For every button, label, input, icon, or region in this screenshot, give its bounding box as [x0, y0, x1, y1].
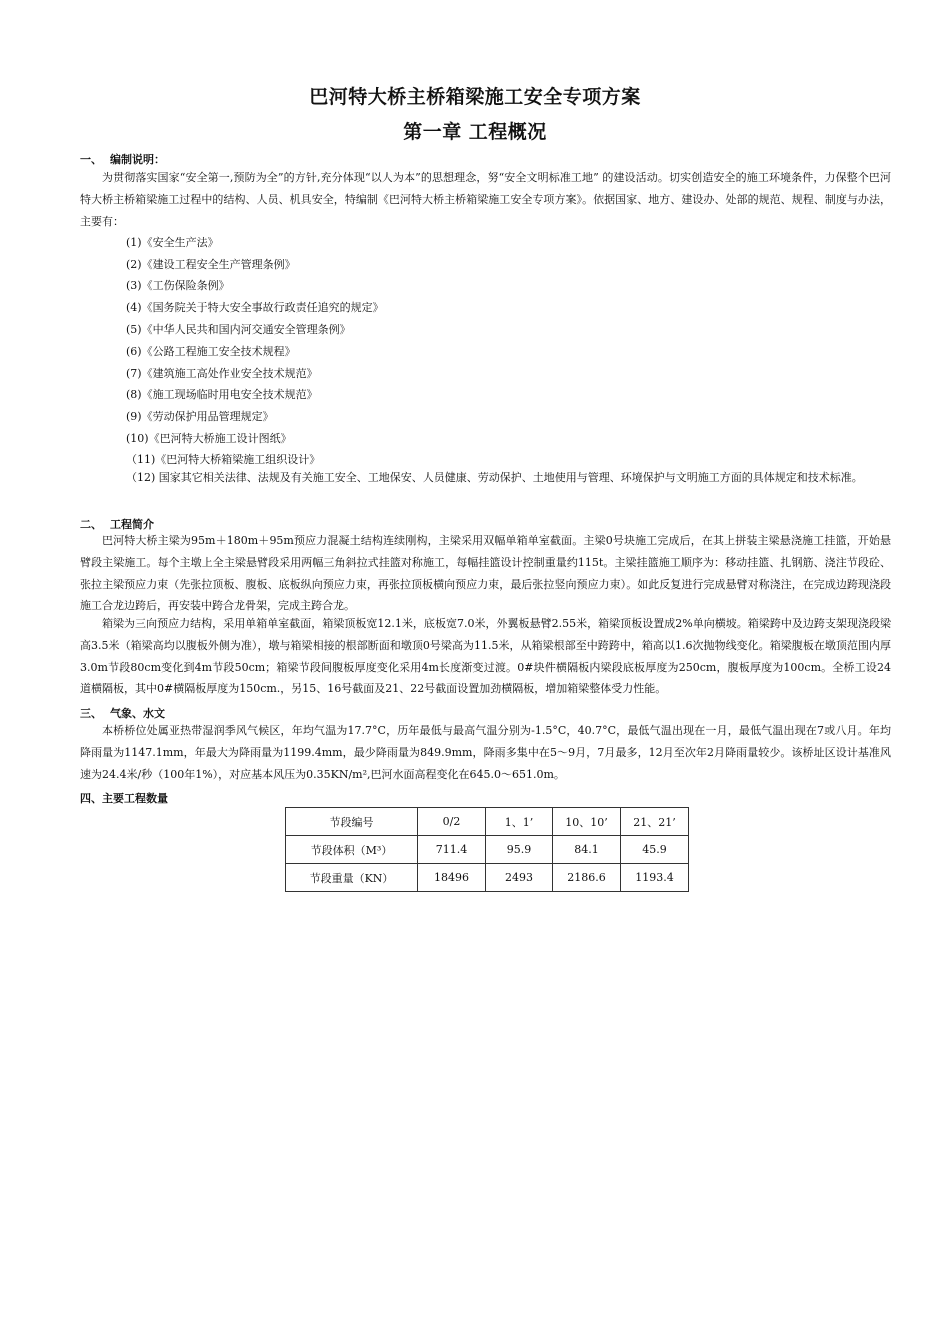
project-paragraph-2: 箱梁为三向预应力结构，采用单箱单室截面，箱梁顶板宽12.1米，底板宽7.0米，外翼板悬臂2.55米，箱梁顶板设置成2%单向横坡。箱梁跨中及边跨支架现浇段梁高3.5米（箱梁高均以腹板外侧为准），墩与箱梁相接的根部断面和墩顶0号梁高为11.5米，从箱梁根部至中跨跨中，箱高以1.6次抛物线变化。箱梁腹板在墩顶范围内厚3.0m节段80cm变化到4m节段50cm；箱梁节段间腹板厚度变化采用4m长度渐变过渡。0#块件横隔板内梁段底板厚度为250cm，腹板厚度为100cm。全桥工设24道横隔板，其中0#横隔板厚度为150cm.，另15、16号截面及21、22号截面设置加劲横隔板，增加箱梁整体受力性能。 [80, 617, 891, 696]
climate-paragraph: 本桥桥位处属亚热带湿润季风气候区，年均气温为17.7°C，历年最低与最高气温分别为-1.5°C，40.7°C，最低气温出现在一月，最低气温出现在7或八月。年均降雨量为1147.1mm，年最大为降雨量为1199.4mm，最少降雨量为849.9mm，降雨多集中在5～9月，7月最多，12月至次年2月降雨量较少。该桥址区设计基准风速为24.4米/秒（100年1%），对应基本风压为0.35KN/m²,巴河水面高程变化在645.0～651.0m。 [80, 724, 891, 781]
table-cell: 10、10’ [553, 808, 621, 836]
reference-item: (10)《巴河特大桥施工设计图纸》 [126, 432, 292, 445]
section-heading-4: 四、主要工程数量 [80, 792, 168, 805]
reference-item: (5)《中华人民共和国内河交通安全管理条例》 [126, 323, 351, 336]
chapter-title: 第一章 工程概况 [403, 121, 547, 143]
project-paragraph-1: 巴河特大桥主梁为95m＋180m＋95m预应力混凝土结构连续刚构，主梁采用双幅单箱单室截面。主梁0号块施工完成后，在其上拼装主梁悬浇施工挂篮，开始悬臂段主梁施工。每个主墩上全主梁悬臂段采用两幅三角斜拉式挂篮对称施工，每幅挂篮设计控制重量约115t。主梁挂篮施工顺序为：移动挂篮、扎钢筋、浇注节段砼、张拉主梁预应力束（先张拉顶板、腹板、底板纵向预应力束，再张拉顶板横向预应力束，最后张拉竖向预应力束）。如此反复进行完成悬臂对称浇注，在完成边跨现浇段施工合龙边跨后，再安装中跨合龙骨架，完成主跨合龙。 [80, 534, 891, 613]
reference-item: (2)《建设工程安全生产管理条例》 [126, 258, 296, 271]
reference-item: （11)《巴河特大桥箱梁施工组织设计》 [126, 453, 321, 466]
table-cell: 0/2 [418, 808, 486, 836]
table-cell: 节段重量（KN） [286, 864, 418, 892]
section-number: 二、 [80, 518, 102, 531]
section-number: 三、 [80, 707, 102, 720]
section-label: 编制说明： [110, 153, 165, 166]
table-cell: 2493 [486, 864, 553, 892]
reference-item: (3)《工伤保险条例》 [126, 279, 230, 292]
table-cell: 1、1’ [486, 808, 553, 836]
reference-item: (7)《建筑施工高处作业安全技术规范》 [126, 367, 318, 380]
section-heading-1 [80, 151, 165, 167]
table-cell: 节段体积（M³） [286, 836, 418, 864]
section-heading-3 [80, 705, 165, 721]
intro-paragraph: 为贯彻落实国家“安全第一,预防为全”的方针,充分体现“以人为本”的思想理念，努“安全文明标准工地” 的建设活动。切实创造安全的施工环境条件，力保整个巴河特大桥主桥箱梁施工过程中的结构、人员、机具安全，特编制《巴河特大桥主桥箱梁施工安全专项方案》。依据国家、地方、建设办、处部的规范、规程、制度与办法，主要有： [80, 171, 891, 228]
table-row [286, 836, 689, 864]
table-cell: 节段编号 [286, 808, 418, 836]
table-cell: 18496 [418, 864, 486, 892]
table-header-row [286, 808, 689, 836]
table-cell: 84.1 [553, 836, 621, 864]
section-label: 工程简介 [110, 518, 154, 531]
table-cell: 45.9 [621, 836, 689, 864]
table-cell: 95.9 [486, 836, 553, 864]
reference-item: (8)《施工现场临时用电安全技术规范》 [126, 388, 318, 401]
section-label: 气象、水文 [110, 707, 165, 720]
reference-item: (9)《劳动保护用品管理规定》 [126, 410, 274, 423]
table-cell: 1193.4 [621, 864, 689, 892]
reference-item: (4)《国务院关于特大安全事故行政责任追究的规定》 [126, 301, 384, 314]
document-title: 巴河特大桥主桥箱梁施工安全专项方案 [309, 86, 641, 108]
section-number: 一、 [80, 153, 102, 166]
table-cell: 21、21’ [621, 808, 689, 836]
table-row [286, 864, 689, 892]
quantity-table [285, 807, 689, 892]
reference-item: （12) 国家其它相关法律、法规及有关施工安全、工地保安、人员健康、劳动保护、土地使用与管理、环境保护与文明施工方面的具体规定和技术标准。 [126, 471, 863, 484]
table-cell: 711.4 [418, 836, 486, 864]
reference-item: (1)《安全生产法》 [126, 236, 219, 249]
table-cell: 2186.6 [553, 864, 621, 892]
reference-item: (6)《公路工程施工安全技术规程》 [126, 345, 296, 358]
